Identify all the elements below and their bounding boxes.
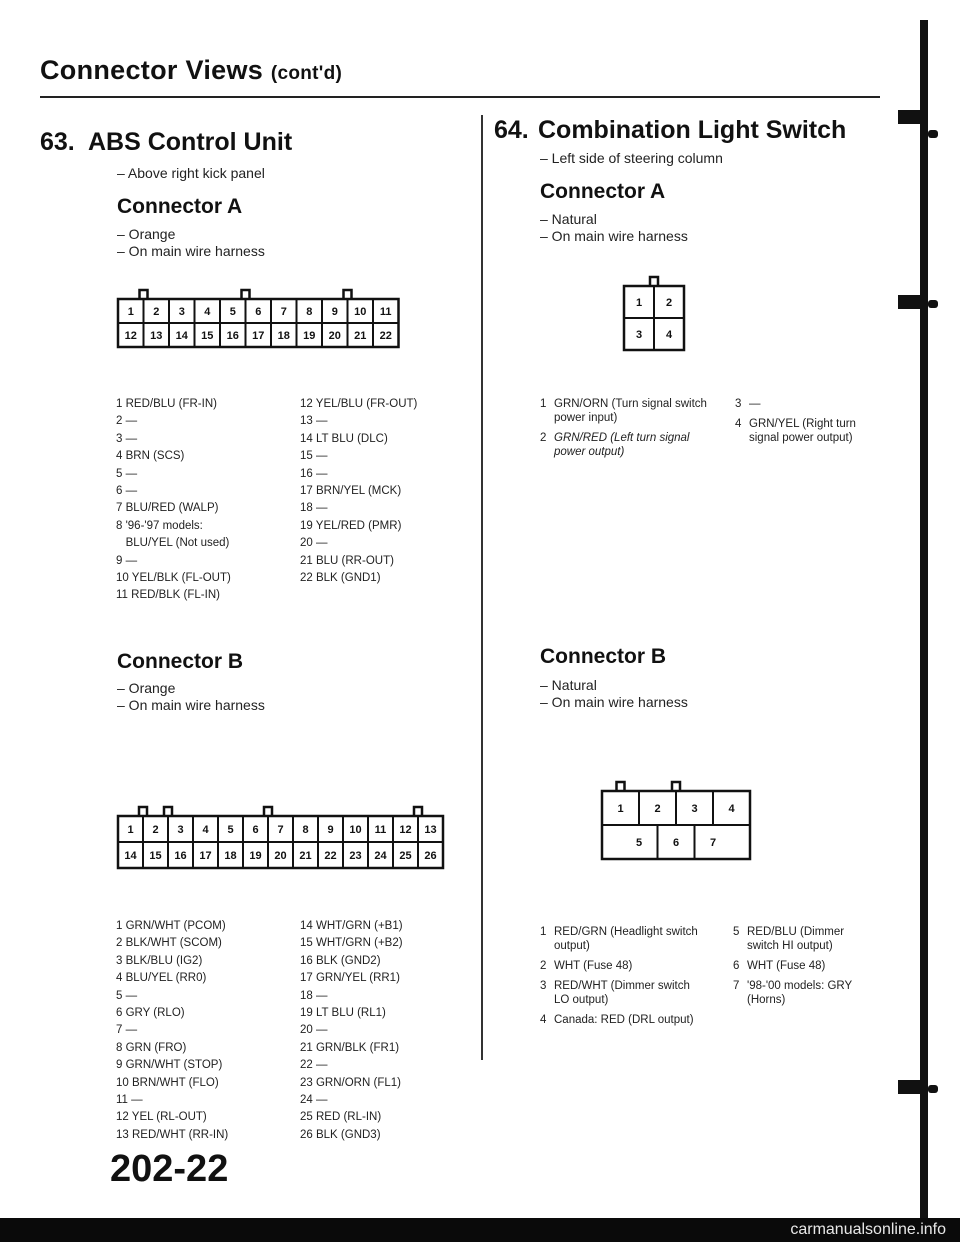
pin-line: 19 YEL/RED (PMR): [300, 519, 402, 532]
abs-connector-b-notes: [117, 680, 265, 714]
pin-label: 4: [204, 306, 211, 318]
pin-label: 1: [617, 803, 624, 815]
pin-line: 20 —: [300, 537, 328, 550]
pin-line: 13 RED/WHT (RR-IN): [116, 1128, 229, 1141]
binding-tab: [898, 295, 928, 309]
pin-label: 23: [349, 850, 362, 862]
latch-tab: [344, 290, 352, 299]
abs-a-pins-col1: [116, 396, 231, 605]
pin-label: 10: [354, 306, 367, 318]
page-title: Connector Views: [40, 55, 264, 85]
pin-line: 2 —: [116, 415, 138, 428]
pin-label: 18: [224, 850, 237, 862]
cls-b-pins-col2: [733, 925, 873, 1013]
abs-connector-a-notes: [117, 226, 265, 260]
binding-edge: [920, 0, 960, 1242]
pin-item: [540, 925, 700, 953]
latch-tab: [164, 807, 172, 816]
pin-item: [540, 959, 700, 973]
pin-label: 2: [152, 824, 159, 836]
pin-line: 22 BLK (GND1): [300, 572, 381, 585]
section-63-location: – Above right kick panel: [117, 165, 265, 181]
pin-line: 25 RED (RL-IN): [300, 1111, 382, 1124]
pin-number: 2: [540, 960, 547, 972]
cls-a-pins-col2: [735, 397, 870, 451]
pin-line: 16 —: [300, 467, 328, 480]
section-64-number: 64.: [494, 116, 529, 144]
pin-label: 22: [324, 850, 337, 862]
section-64-title: Combination Light Switch: [538, 116, 847, 144]
pin-line: 7 BLU/RED (WALP): [116, 502, 219, 515]
pin-line: 12 YEL/BLU (FR-OUT): [300, 398, 418, 410]
pin-label: 19: [303, 330, 316, 342]
cls-connector-a-notes: [540, 211, 688, 245]
page-number: 202-22: [110, 1148, 229, 1190]
pin-line: 7 —: [116, 1024, 138, 1037]
pin-line: 6 GRY (RLO): [116, 1007, 185, 1020]
pin-line: 3 BLK/BLU (IG2): [116, 954, 203, 967]
pin-number: 2: [540, 432, 547, 444]
binding-mark: [928, 130, 938, 138]
pin-line: 2 BLK/WHT (SCOM): [116, 937, 222, 950]
cls-connector-b-notes: [540, 677, 688, 711]
pin-label: 1: [635, 297, 643, 309]
header-rule: [40, 96, 880, 98]
binding-line: [920, 20, 928, 1230]
pin-line: 1 RED/BLU (FR-IN): [116, 398, 217, 410]
pin-number: 1: [540, 398, 547, 410]
pin-text: GRN/RED (Left turn signal power output): [554, 432, 690, 458]
pin-text: GRN/YEL (Right turn signal power output): [749, 418, 856, 444]
abs-b-note-1: – Orange: [117, 680, 176, 696]
pin-text: RED/BLU (Dimmer switch HI output): [747, 926, 845, 952]
pin-label: 21: [354, 330, 367, 342]
pin-line: 4 BLU/YEL (RR0): [116, 972, 207, 985]
pin-label: 3: [691, 803, 698, 815]
pin-label: 3: [177, 824, 184, 836]
abs-connector-b-title: Connector B: [117, 650, 243, 673]
latch-tab: [139, 807, 147, 816]
pin-line: 1 GRN/WHT (PCOM): [116, 920, 226, 932]
pin-label: 21: [299, 850, 312, 862]
pin-label: 5: [635, 837, 643, 849]
pin-line: 5 —: [116, 467, 138, 480]
pin-line: 17 BRN/YEL (MCK): [300, 485, 402, 498]
pin-label: 1: [127, 824, 134, 836]
cls-a-pins-col1: [540, 397, 720, 465]
abs-connector-a-diagram: [112, 285, 402, 360]
pin-line: 26 BLK (GND3): [300, 1128, 381, 1141]
pin-label: 18: [277, 330, 290, 342]
pin-label: 3: [635, 329, 643, 341]
pin-item: [540, 431, 720, 459]
pin-line: 9 —: [116, 554, 138, 567]
pin-label: 4: [665, 329, 673, 341]
pin-line: 22 —: [300, 1059, 328, 1072]
pin-label: 7: [280, 306, 287, 318]
cls-a-note-2: – On main wire harness: [540, 228, 688, 244]
pin-line: 18 —: [300, 502, 328, 515]
pin-label: 15: [149, 850, 162, 862]
pin-line: 19 LT BLU (RL1): [300, 1007, 386, 1020]
pin-text: Canada: RED (DRL output): [554, 1014, 694, 1026]
pin-label: 24: [374, 850, 387, 862]
pin-item: [733, 925, 873, 953]
pin-label: 22: [379, 330, 392, 342]
cls-connector-b-title: Connector B: [540, 645, 666, 668]
pin-line: 10 BRN/WHT (FLO): [116, 1076, 219, 1089]
binding-mark: [928, 1085, 938, 1093]
pin-line: 21 BLU (RR-OUT): [300, 554, 394, 567]
pin-text: —: [749, 398, 761, 410]
pin-label: 12: [124, 330, 137, 342]
pin-line: 3 —: [116, 432, 138, 445]
pin-line: 14 LT BLU (DLC): [300, 432, 388, 445]
cls-a-note-1: – Natural: [540, 211, 597, 227]
pin-item: [733, 979, 873, 1007]
pin-number: 3: [540, 980, 547, 992]
abs-a-pins-col2: [300, 396, 417, 587]
pin-item: [735, 417, 870, 445]
pin-label: 13: [424, 824, 437, 836]
pin-label: 11: [374, 824, 387, 836]
pin-number: 4: [735, 418, 742, 430]
pin-label: 25: [399, 850, 412, 862]
pin-line: 24 —: [300, 1094, 328, 1107]
cls-b-note-2: – On main wire harness: [540, 694, 688, 710]
pin-label: 1: [127, 306, 134, 318]
latch-tab: [672, 782, 680, 791]
abs-b-pins-col1: [116, 918, 228, 1144]
pin-label: 2: [654, 803, 661, 815]
pin-label: 4: [728, 803, 735, 815]
pin-line: 20 —: [300, 1024, 328, 1037]
pin-label: 14: [124, 850, 137, 862]
column-divider: [481, 115, 483, 1060]
pin-label: 5: [229, 306, 236, 318]
pin-label: 9: [331, 306, 338, 318]
pin-item: [735, 397, 870, 411]
footer-bar: [0, 1218, 960, 1242]
abs-b-note-2: – On main wire harness: [117, 697, 265, 713]
abs-connector-b-diagram: [112, 800, 452, 882]
cls-b-note-1: – Natural: [540, 677, 597, 693]
pin-label: 6: [252, 824, 259, 836]
pin-item: [540, 1013, 700, 1027]
pin-label: 19: [249, 850, 262, 862]
pin-line: 14 WHT/GRN (+B1): [300, 920, 403, 932]
section-64-location: – Left side of steering column: [540, 150, 723, 166]
latch-tab: [264, 807, 272, 816]
section-63-title: ABS Control Unit: [88, 128, 293, 156]
pin-line: 9 GRN/WHT (STOP): [116, 1059, 223, 1072]
pin-number: 3: [735, 398, 742, 410]
pin-line: 16 BLK (GND2): [300, 954, 381, 967]
abs-a-note-2: – On main wire harness: [117, 243, 265, 259]
pin-label: 8: [306, 306, 313, 318]
binding-mark: [928, 300, 938, 308]
binding-tab: [898, 1080, 928, 1094]
pin-number: 5: [733, 926, 740, 938]
pin-number: 7: [733, 980, 740, 992]
pin-line: 15 —: [300, 450, 328, 463]
latch-tab: [617, 782, 625, 791]
abs-b-pins-col2: [300, 918, 403, 1144]
pin-line: 4 BRN (SCS): [116, 450, 185, 463]
pin-text: WHT (Fuse 48): [747, 960, 826, 972]
pin-item: [540, 979, 700, 1007]
pin-label: 17: [252, 330, 265, 342]
pin-number: 1: [540, 926, 547, 938]
pin-line: 5 —: [116, 989, 138, 1002]
pin-label: 7: [277, 824, 284, 836]
pin-line: 8 GRN (FRO): [116, 1041, 187, 1054]
pin-label: 6: [255, 306, 262, 318]
pin-line: 17 GRN/YEL (RR1): [300, 972, 400, 985]
pin-label: 13: [150, 330, 163, 342]
pin-line: 12 YEL (RL-OUT): [116, 1111, 207, 1124]
page-header: [40, 55, 342, 86]
pin-label: 2: [665, 297, 673, 309]
latch-tab: [140, 290, 148, 299]
page-subtitle: (cont'd): [270, 63, 343, 84]
pin-text: '98-'00 models: GRY (Horns): [747, 980, 852, 1006]
cls-connector-b-diagram: [592, 765, 772, 870]
pin-label: 17: [199, 850, 212, 862]
abs-connector-a-title: Connector A: [117, 195, 243, 218]
pin-label: 26: [424, 850, 437, 862]
pin-text: GRN/ORN (Turn signal switch power input): [554, 398, 707, 424]
pin-line: 6 —: [116, 485, 138, 498]
pin-item: [540, 397, 720, 425]
pin-label: 3: [178, 306, 185, 318]
watermark-text: carmanualsonline.info: [790, 1221, 946, 1238]
pin-text: RED/GRN (Headlight switch output): [554, 926, 698, 952]
pin-number: 6: [733, 960, 740, 972]
cls-b-pins-col1: [540, 925, 700, 1033]
pin-line: 13 —: [300, 415, 328, 428]
pin-label: 10: [349, 824, 362, 836]
pin-line: 18 —: [300, 989, 328, 1002]
pin-label: 20: [328, 330, 341, 342]
pin-label: 4: [202, 824, 209, 836]
pin-label: 20: [274, 850, 287, 862]
pin-text: RED/WHT (Dimmer switch LO output): [554, 980, 690, 1006]
pin-label: 7: [709, 837, 717, 849]
pin-label: 16: [174, 850, 187, 862]
pin-label: 2: [153, 306, 160, 318]
pin-line: 15 WHT/GRN (+B2): [300, 937, 403, 950]
pin-line: 23 GRN/ORN (FL1): [300, 1076, 401, 1089]
pin-label: 6: [672, 837, 680, 849]
pin-label: 8: [302, 824, 309, 836]
pin-label: 9: [327, 824, 334, 836]
cls-connector-a-title: Connector A: [540, 180, 666, 203]
cls-connector-a-diagram: [612, 268, 732, 360]
pin-line: 11 RED/BLK (FL-IN): [116, 589, 220, 602]
pin-label: 15: [201, 330, 214, 342]
pin-label: 14: [175, 330, 188, 342]
pin-label: 16: [226, 330, 239, 342]
pin-label: 11: [379, 306, 392, 318]
pin-line: BLU/YEL (Not used): [116, 537, 230, 550]
pin-text: WHT (Fuse 48): [554, 960, 633, 972]
pin-line: 11 —: [116, 1094, 143, 1107]
pin-label: 12: [399, 824, 412, 836]
abs-a-note-1: – Orange: [117, 226, 176, 242]
pin-line: 8 '96-'97 models:: [116, 519, 203, 532]
pin-line: 10 YEL/BLK (FL-OUT): [116, 572, 231, 585]
latch-tab: [414, 807, 422, 816]
pin-number: 4: [540, 1014, 547, 1026]
pin-line: 21 GRN/BLK (FR1): [300, 1041, 400, 1054]
section-63-number: 63.: [40, 128, 75, 156]
pin-label: 5: [227, 824, 234, 836]
binding-tab: [898, 110, 928, 124]
latch-tab: [242, 290, 250, 299]
pin-item: [733, 959, 873, 973]
latch-tab: [650, 277, 658, 286]
